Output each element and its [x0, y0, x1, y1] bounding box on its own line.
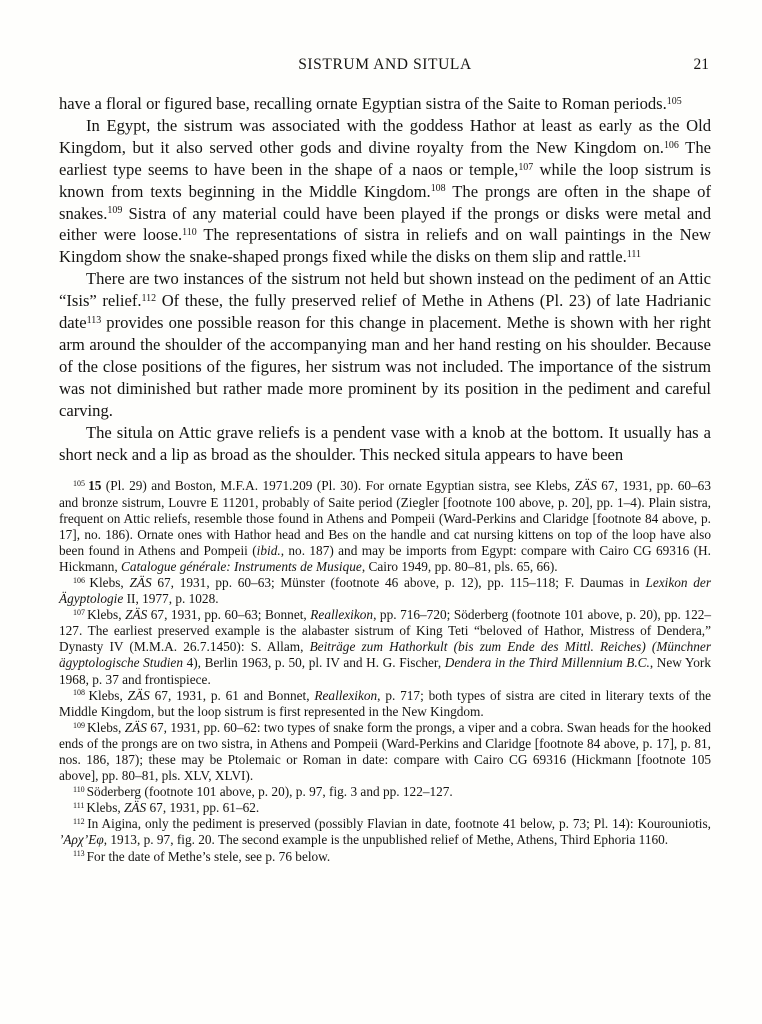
text-run: Reallexikon	[314, 687, 378, 703]
text-run: The earliest type seems to have been in the shape of a naos or temple,	[59, 137, 711, 179]
footnotes	[59, 478, 711, 864]
footnote-item	[59, 720, 711, 784]
text-run: Klebs,	[87, 607, 126, 623]
text-run: have a floral or figured base, recalling ornate Egyptian sistra of the Saite to Roman periods.	[59, 94, 667, 113]
body-paragraph	[59, 268, 711, 421]
text-run: There are two instances of the sistrum not held but shown instead on the pediment of an Attic “Isis” relief.	[59, 269, 711, 311]
footnote-marker: 108	[73, 688, 89, 698]
footnote-item	[59, 849, 711, 865]
body-paragraph	[59, 115, 711, 268]
body-paragraph	[59, 422, 711, 466]
text-run: 15	[88, 478, 102, 494]
text-run: 67, 1931, pp. 60–63; Münster (footnote 46 above, p. 12), pp. 115–118; F. Daumas in	[151, 574, 646, 590]
text-run: 67, 1931, pp. 60–63 and bronze sistrum, Louvre E 11201, probably of Saite period (Ziegler [footnote 100 above, p. 20], pp. 1–4). Plain sistra, frequent on Attic reliefs, resemble those found in Athens and Pompeii (Ward-Perkins and Claridge [footnote 84 above, p. 17], no. 186). Ornate ones with Hathor head and Bes on the handle and cat nursing kittens on top of the loop have also been found in Athens and Pompeii (	[59, 478, 711, 558]
footnote-marker: 111	[73, 801, 87, 811]
footnote-item	[59, 688, 711, 720]
text-run: The situla on Attic grave reliefs is a pendent vase with a knob at the bottom. It usually has a short neck and a lip as broad as the shoulder. This necked situla appears to have been	[59, 422, 711, 464]
footnote-marker: 110	[182, 227, 197, 239]
text-run: ibid.	[256, 542, 281, 558]
text-run: Klebs,	[87, 719, 125, 735]
text-run: , p. 717; both types of sistra are cited in literary texts of the Middle Kingdom, but the loop sistrum is first represented in the New Kingdom.	[59, 687, 712, 719]
text-run: (Pl. 29) and Boston, M.F.A. 1971.209 (Pl. 30). For ornate Egyptian sistra, see Klebs,	[101, 478, 575, 494]
body-paragraph	[59, 93, 711, 115]
footnote-marker: 112	[73, 817, 88, 827]
text-run: Reallexikon	[310, 607, 374, 623]
footnote-marker: 111	[626, 249, 641, 261]
footnote-marker: 109	[107, 205, 123, 217]
text-run: 67, 1931, pp. 61–62.	[146, 800, 260, 816]
footnote-marker: 105	[73, 479, 89, 489]
text-run: Beiträge zum Hathorkult (bis zum Ende des Mittl. Reiches) (Münchner ägyptologische Studien	[59, 639, 711, 671]
footnote-item	[59, 816, 711, 848]
text-run: Klebs,	[89, 574, 130, 590]
text-run: 67, 1931, p. 61 and Bonnet,	[149, 687, 315, 703]
text-run: , 1913, p. 97, fig. 20. The second example is the unpublished relief of Methe, Athens, Third Ephoria 1160.	[103, 832, 669, 848]
text-run: ZÄS	[127, 687, 150, 703]
text-run: ZÄS	[124, 800, 147, 816]
footnote-marker: 107	[73, 608, 88, 618]
text-run: provides one possible reason for this change in placement. Methe is shown with her right arm around the shoulder of the accompanying man and her hand resting on his shoulder. Because of the close positions of the figures, her sistrum was not included. The importance of the sistrum was not diminished but rather made more prominent by its position in the pediment and careful carving.	[59, 313, 711, 420]
text-run: ZÄS	[125, 607, 148, 623]
text-run: ZÄS	[574, 478, 597, 494]
text-run: ZÄS	[129, 574, 152, 590]
text-run: For the date of Methe’s stele, see p. 76 below.	[86, 848, 331, 864]
footnote-marker: 107	[518, 161, 534, 173]
running-head	[59, 56, 711, 76]
text-run: In Egypt, the sistrum was associated with the goddess Hathor at least as early as the Old Kingdom, but it also served other gods and divine royalty from the New Kingdom on.	[59, 115, 711, 157]
text-run: Lexikon der Ägyptologie	[59, 574, 712, 607]
text-run: , Cairo 1949, pp. 80–81, pls. 65, 66).	[361, 558, 558, 574]
text-run: , no. 187) and may be imports from Egypt: compare with Cairo CG 69316 (H. Hickmann,	[59, 542, 711, 574]
footnote-marker: 113	[86, 314, 102, 326]
text-run: Klebs,	[86, 800, 125, 816]
footnote-item	[59, 784, 711, 800]
text-run: In Aigina, only the pediment is preserved (possibly Flavian in date, footnote 41 below, p. 73; Pl. 14): Kourouniotis,	[87, 816, 711, 832]
text-run: Sistra of any material could have been played if the prongs or disks were metal and either were loose.	[59, 203, 711, 245]
footnote-marker: 109	[73, 720, 88, 730]
page-title: SISTRUM AND SITULA	[298, 56, 472, 73]
page-number: 21	[693, 56, 709, 73]
text-run: The prongs are often in the shape of snakes.	[59, 181, 711, 223]
footnote-marker: 106	[663, 139, 679, 151]
footnote-marker: 106	[73, 575, 90, 585]
text-run: Klebs,	[88, 687, 128, 703]
text-run: Of these, the fully preserved relief of Methe in Athens (Pl. 23) of late Hadrianic date	[59, 291, 711, 333]
footnote-marker: 108	[430, 183, 446, 195]
text-column	[59, 56, 711, 865]
footnote-marker: 112	[141, 292, 157, 304]
text-run: ZÄS	[124, 719, 147, 735]
body-text	[59, 93, 711, 465]
footnote-item	[59, 800, 711, 816]
footnote-marker: 105	[666, 95, 682, 107]
text-run: Catalogue générale: Instruments de Musique	[121, 558, 362, 574]
text-run: Dendera in the Third Millennium B.C.	[444, 655, 650, 671]
text-run: , New York 1968, p. 37 and frontispiece.	[59, 655, 711, 687]
footnote-item	[59, 478, 711, 575]
text-run: Söderberg (footnote 101 above, p. 20), p. 97, fig. 3 and pp. 122–127.	[86, 784, 453, 800]
footnote-marker: 110	[73, 785, 87, 795]
text-run: , pp. 716–720; Söderberg (footnote 101 above, p. 20), pp. 122–127. The earliest preserved example is the alabaster sistrum of King Teti “beloved of Hathor, Mistress of Dendera,” Dynasty IV (M.M.A. 26.7.1450): S. Allam,	[59, 607, 712, 655]
text-run: ’Αρχ’Εφ	[59, 832, 104, 848]
text-run: 67, 1931, pp. 60–62: two types of snake form the prongs, a viper and a cobra. Swan heads for the hooked ends of the prongs are on two sistra, in Athens and Pompeii (Ward-Perkins and Claridge [footnote 84 above, p. 17], p. 81, nos. 186, 187); these may be Ptolemaic or Roman in date: compare with Cairo CG 69316 (Hickmann [footnote 105 above], pp. 80–81, pls. XLV, XLVI).	[59, 719, 711, 784]
text-run: while the loop sistrum is known from texts beginning in the Middle Kingdom.	[59, 159, 711, 201]
footnote-item	[59, 607, 711, 687]
text-run: II, 1977, p. 1028.	[123, 591, 219, 607]
footnote-item	[59, 575, 711, 607]
text-run: 67, 1931, pp. 60–63; Bonnet,	[147, 607, 311, 623]
text-run: 4), Berlin 1963, p. 50, pl. IV and H. G. Fischer,	[182, 655, 445, 671]
text-run: The representations of sistra in reliefs and on wall paintings in the New Kingdom show the snake-shaped prongs fixed while the disks on them slip and rattle.	[59, 225, 711, 267]
footnote-marker: 113	[73, 849, 87, 859]
